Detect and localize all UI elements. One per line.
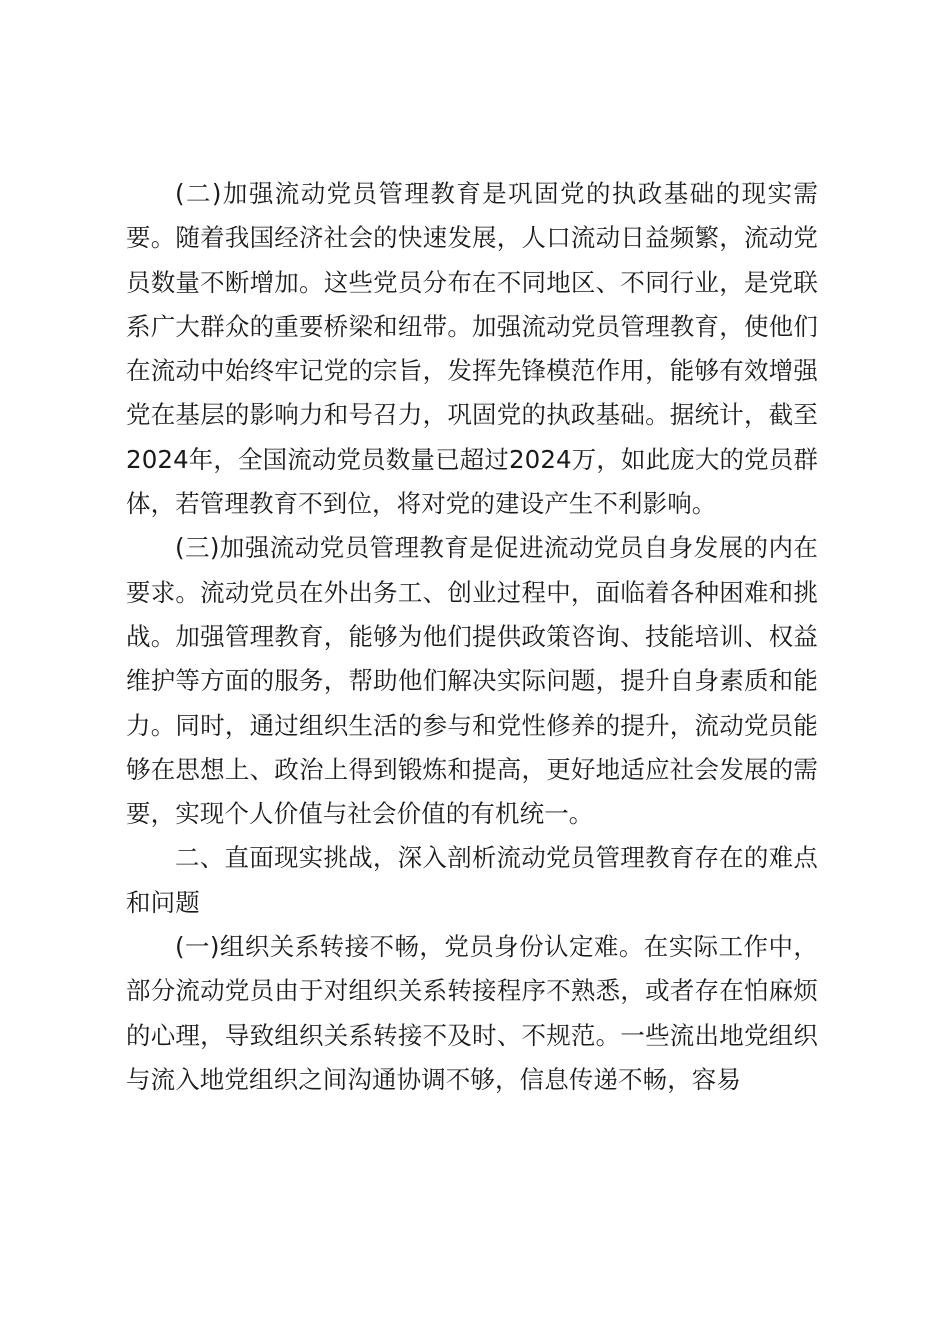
paragraph-section-2-point-1: (一)组织关系转接不畅，党员身份认定难。在实际工作中，部分流动党员由于对组织关系转接程序不熟悉，或者存在怕麻烦的心理，导致组织关系转接不及时、不规范。一些流出地党组织与流入地党组织之间沟通协调不够，信息传递不畅，容易 xyxy=(126,932,818,1094)
document-body xyxy=(126,172,818,1102)
paragraph-section-1-point-2: (二)加强流动党员管理教育是巩固党的执政基础的现实需要。随着我国经济社会的快速发展，人口流动日益频繁，流动党员数量不断增加。这些党员分布在不同地区、不同行业，是党联系广大群众的重要桥梁和纽带。加强流动党员管理教育，使他们在流动中始终牢记党的宗旨，发挥先锋模范作用，能够有效增强党在基层的影响力和号召力，巩固党的执政基础。据统计，截至2024年，全国流动党员数量已超过2024万，如此庞大的党员群体，若管理教育不到位，将对党的建设产生不利影响。 xyxy=(126,179,818,519)
section-heading-2: 二、直面现实挑战，深入剖析流动党员管理教育存在的难点和问题 xyxy=(126,843,818,917)
paragraph-section-1-point-3: (三)加强流动党员管理教育是促进流动党员自身发展的内在要求。流动党员在外出务工、创业过程中，面临着各种困难和挑战。加强管理教育，能够为他们提供政策咨询、技能培训、权益维护等方面的服务，帮助他们解决实际问题，提升自身素质和能力。同时，通过组织生活的参与和党性修养的提升，流动党员能够在思想上、政治上得到锻炼和提高，更好地适应社会发展的需要，实现个人价值与社会价值的有机统一。 xyxy=(126,533,818,829)
